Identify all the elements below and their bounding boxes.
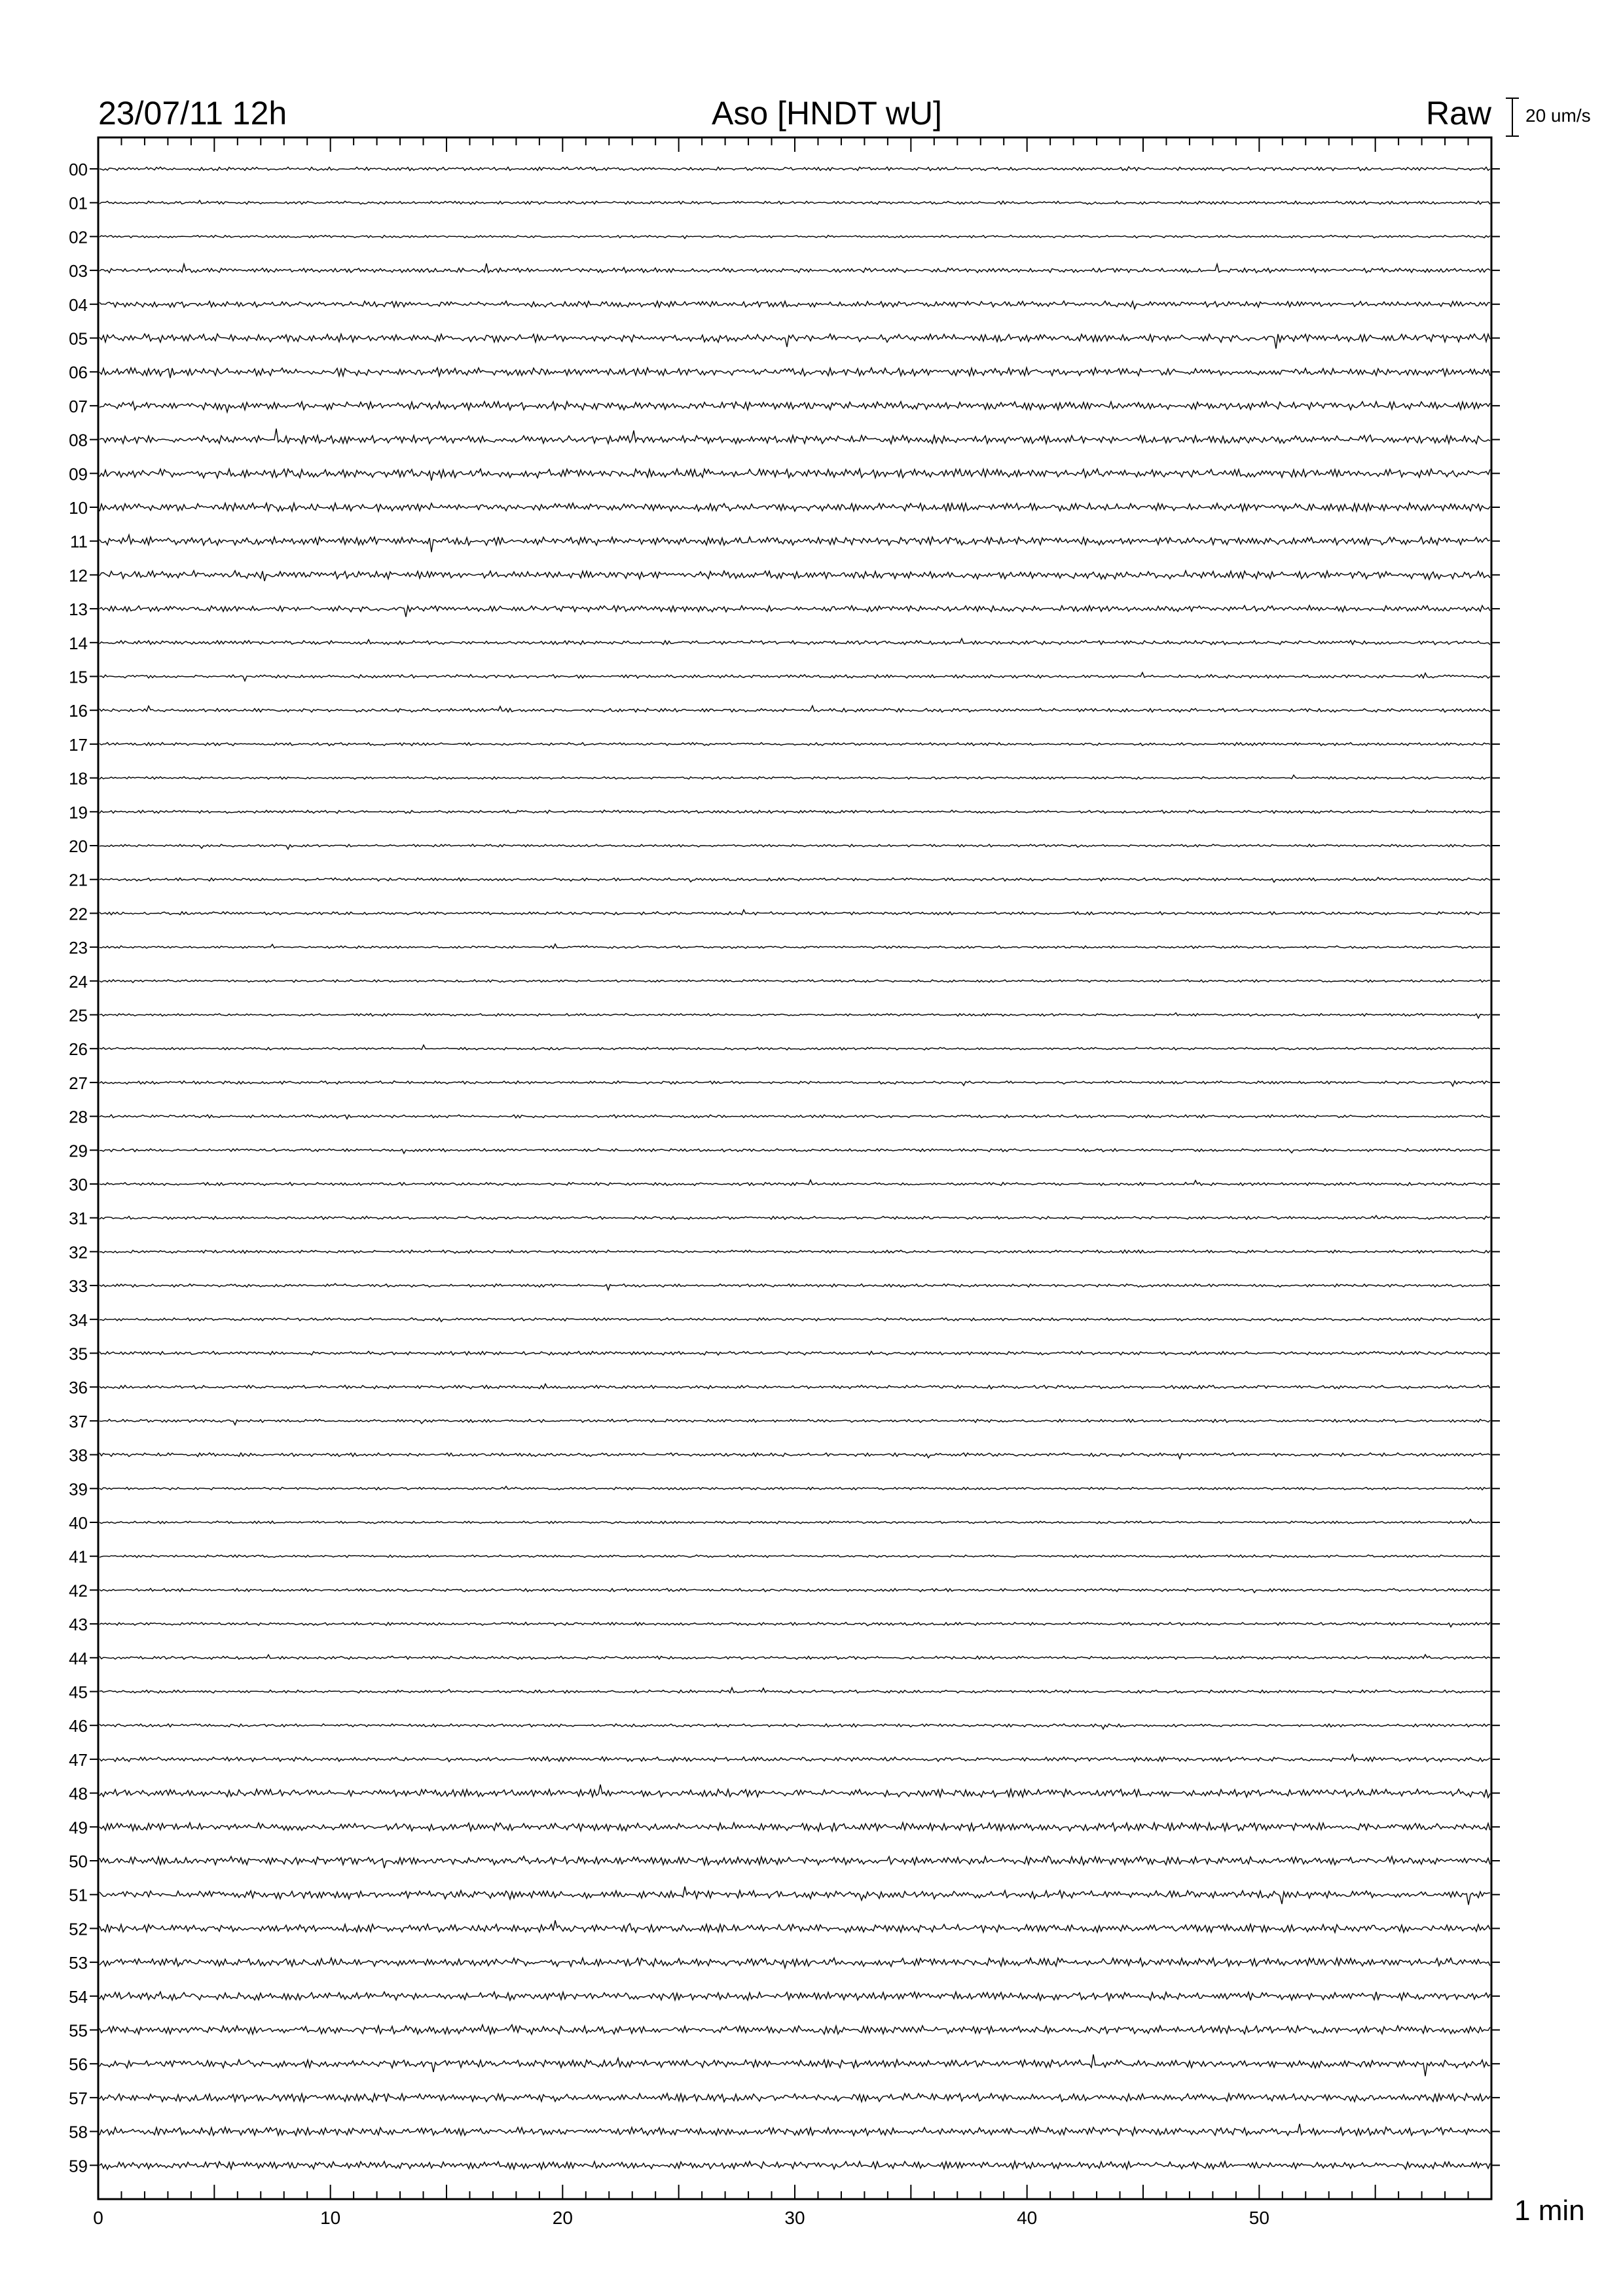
- row-label: 06: [69, 363, 88, 383]
- date-label: 23/07/11 12h: [98, 95, 287, 132]
- plot-frame: [98, 137, 1491, 2199]
- row-label: 21: [69, 870, 88, 890]
- row-label: 19: [69, 802, 88, 823]
- trace-line: [100, 2161, 1490, 2169]
- trace-line: [100, 469, 1490, 480]
- trace-line: [100, 2124, 1490, 2136]
- trace-line: [100, 1555, 1490, 1558]
- row-label: 12: [69, 565, 88, 586]
- row-label: 33: [69, 1276, 88, 1297]
- row-label: 27: [69, 1073, 88, 1093]
- row-label: 05: [69, 329, 88, 349]
- x-tick-label: 20: [552, 2208, 573, 2228]
- row-label: 47: [69, 1749, 88, 1770]
- row-label: 22: [69, 904, 88, 924]
- trace-line: [100, 1992, 1490, 2000]
- row-label: 39: [69, 1479, 88, 1499]
- trace-line: [100, 743, 1490, 746]
- trace-line: [100, 1115, 1490, 1119]
- trace-line: [100, 639, 1490, 645]
- trace-rows: [90, 167, 1500, 2170]
- row-label: 50: [69, 1852, 88, 1871]
- trace-line: [100, 1013, 1490, 1018]
- row-label: 08: [69, 430, 88, 450]
- row-label: 55: [69, 2020, 88, 2041]
- trace-line: [100, 1283, 1490, 1290]
- trace-line: [100, 1180, 1490, 1186]
- trace-line: [100, 401, 1490, 412]
- row-label: 46: [69, 1716, 88, 1736]
- trace-line: [100, 571, 1490, 581]
- trace-line: [100, 1352, 1490, 1355]
- trace-line: [100, 1655, 1490, 1659]
- scale-bar: [1506, 98, 1591, 136]
- trace-line: [100, 980, 1490, 983]
- trace-line: [100, 775, 1490, 780]
- trace-line: [100, 264, 1490, 273]
- bottom-axis-ticks: [98, 2185, 1491, 2199]
- row-label: 03: [69, 261, 88, 281]
- x-tick-label: 10: [320, 2208, 341, 2228]
- trace-line: [100, 1318, 1490, 1321]
- trace-line: [100, 1823, 1490, 1831]
- row-label: 44: [69, 1648, 88, 1668]
- x-axis-label: 1 min: [1514, 2195, 1585, 2227]
- trace-line: [100, 1519, 1490, 1524]
- row-label: 58: [69, 2122, 88, 2142]
- trace-line: [100, 910, 1490, 915]
- trace-line: [100, 1081, 1490, 1086]
- trace-line: [100, 334, 1490, 348]
- row-label: 14: [69, 633, 88, 653]
- trace-line: [100, 706, 1490, 712]
- row-label: 31: [69, 1208, 88, 1229]
- row-label: 02: [69, 227, 88, 247]
- row-label: 35: [69, 1344, 88, 1364]
- trace-line: [100, 810, 1490, 814]
- row-label: 10: [69, 498, 88, 518]
- row-label: 16: [69, 701, 88, 721]
- row-label: 54: [69, 1986, 88, 2007]
- trace-line: [100, 605, 1490, 617]
- trace-line: [100, 429, 1490, 444]
- trace-line: [100, 673, 1490, 681]
- x-tick-label: 50: [1249, 2208, 1269, 2228]
- row-label: 23: [69, 938, 88, 958]
- row-label: 24: [69, 971, 88, 992]
- row-label: 48: [69, 1784, 88, 1804]
- row-label: 59: [69, 2156, 88, 2176]
- row-label: 53: [69, 1953, 88, 1973]
- row-label: 56: [69, 2054, 88, 2075]
- row-label: 32: [69, 1242, 88, 1263]
- trace-line: [100, 1045, 1490, 1050]
- x-tick-labels: [93, 2208, 1269, 2228]
- row-label: 28: [69, 1107, 88, 1127]
- row-label: 13: [69, 600, 88, 620]
- trace-line: [100, 535, 1490, 552]
- trace-line: [100, 1384, 1490, 1389]
- row-label: 17: [69, 734, 88, 755]
- trace-line: [100, 1886, 1490, 1905]
- trace-line: [100, 1856, 1490, 1868]
- trace-line: [100, 200, 1490, 204]
- trace-line: [100, 1215, 1490, 1219]
- trace-line: [100, 878, 1490, 882]
- trace-line: [100, 1920, 1490, 1933]
- trace-line: [100, 1785, 1490, 1798]
- row-label: 07: [69, 396, 88, 416]
- station-title: Aso [HNDT wU]: [712, 95, 942, 132]
- trace-line: [100, 1623, 1490, 1627]
- trace-line: [100, 301, 1490, 309]
- row-label: 40: [69, 1513, 88, 1533]
- trace-line: [100, 368, 1490, 378]
- trace-line: [100, 1755, 1490, 1762]
- row-label: 57: [69, 2088, 88, 2108]
- trace-line: [100, 1958, 1490, 1968]
- trace-line: [100, 1486, 1490, 1490]
- trace-line: [100, 844, 1490, 850]
- trace-line: [100, 944, 1490, 948]
- trace-line: [100, 167, 1490, 171]
- trace-line: [100, 1453, 1490, 1459]
- trace-line: [100, 2093, 1490, 2102]
- trace-line: [100, 1724, 1490, 1729]
- row-label: 52: [69, 1919, 88, 1939]
- trace-line: [100, 1588, 1490, 1592]
- row-label: 26: [69, 1039, 88, 1060]
- row-label: 41: [69, 1547, 88, 1567]
- row-label: 00: [69, 160, 88, 179]
- top-axis-ticks: [98, 137, 1491, 152]
- trace-line: [100, 1250, 1490, 1253]
- row-label: 01: [69, 193, 88, 213]
- row-label: 51: [69, 1885, 88, 1905]
- row-label: 04: [69, 295, 88, 315]
- row-label: 37: [69, 1411, 88, 1431]
- row-label: 15: [69, 667, 88, 687]
- x-tick-label: 40: [1017, 2208, 1038, 2228]
- trace-line: [100, 1688, 1490, 1693]
- x-tick-label: 0: [93, 2208, 103, 2228]
- row-label: 09: [69, 464, 88, 484]
- row-label: 29: [69, 1141, 88, 1161]
- row-label: 42: [69, 1581, 88, 1601]
- row-label: 25: [69, 1005, 88, 1026]
- row-label: 30: [69, 1175, 88, 1194]
- trace-line: [100, 2054, 1490, 2076]
- mode-label: Raw: [1425, 95, 1491, 132]
- x-tick-label: 30: [784, 2208, 805, 2228]
- trace-line: [100, 503, 1490, 512]
- row-label: 20: [69, 836, 88, 856]
- trace-line: [100, 1420, 1490, 1426]
- row-label: 38: [69, 1445, 88, 1465]
- row-label: 34: [69, 1310, 88, 1330]
- scale-bar-label: 20 um/s: [1525, 105, 1591, 126]
- row-label: 45: [69, 1682, 88, 1702]
- row-label: 18: [69, 768, 88, 789]
- row-label: 43: [69, 1615, 88, 1635]
- row-label: 36: [69, 1378, 88, 1398]
- row-labels: [69, 160, 88, 2176]
- trace-line: [100, 235, 1490, 238]
- row-label: 11: [70, 531, 88, 552]
- trace-line: [100, 2025, 1490, 2035]
- trace-line: [100, 1149, 1490, 1154]
- row-label: 49: [69, 1818, 88, 1838]
